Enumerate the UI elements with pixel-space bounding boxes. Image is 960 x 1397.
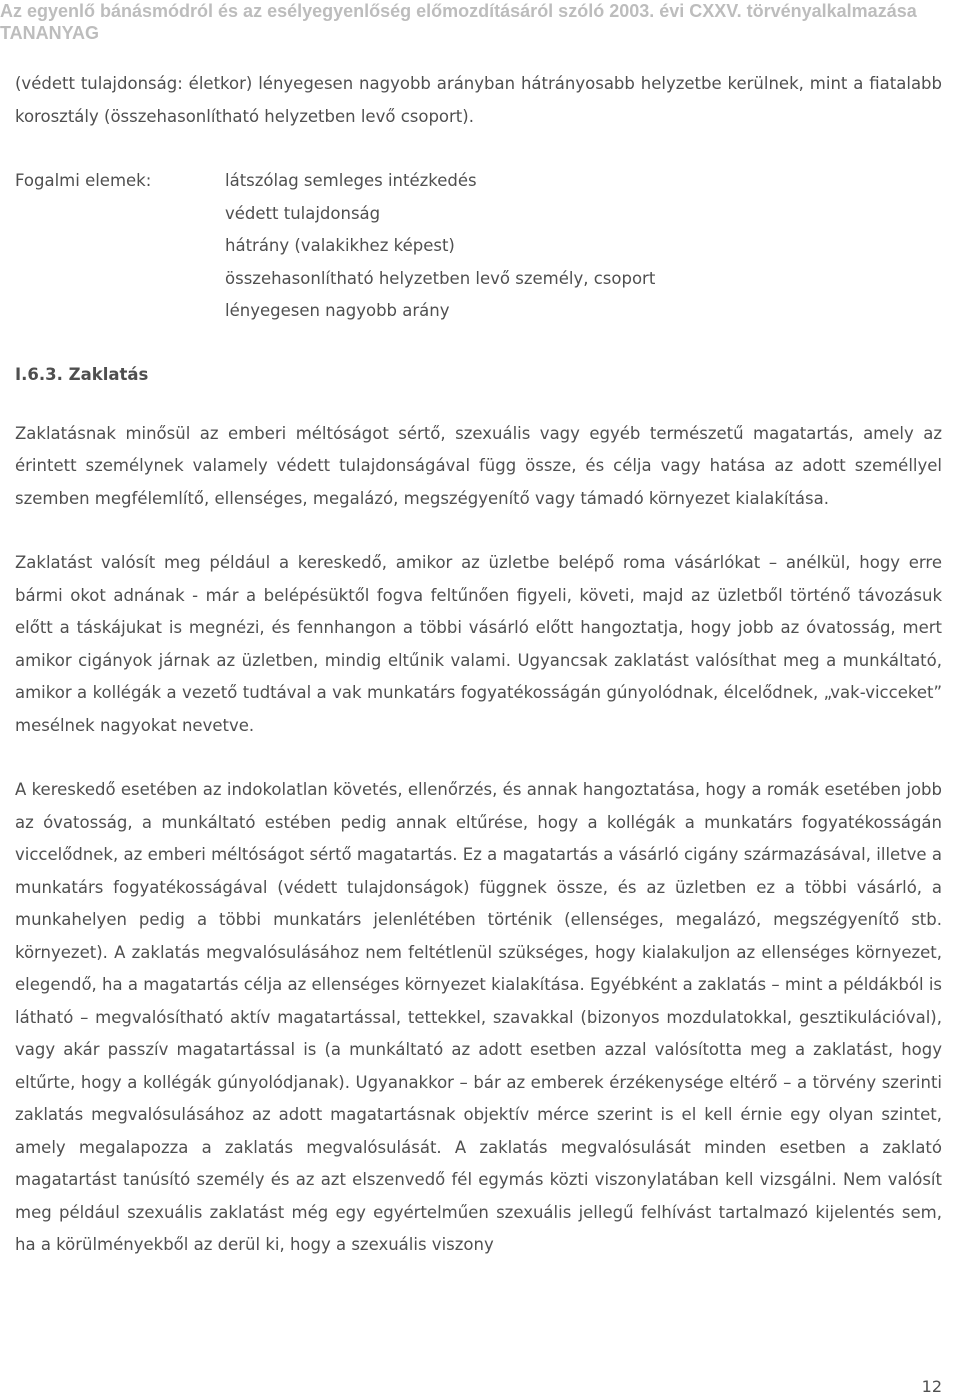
running-header: [0, 0, 960, 44]
body-paragraph: Zaklatásnak minősül az emberi méltóságot sértő, szexuális vagy egyéb természetű magatartás, amely az érintett személynek valamely védett tulajdonságával függ össze, és célja vagy hatása az adott személlyel szemben megfélemlítő, ellenséges, megalázó, megszégyenítő vagy támadó környezet kialakítása.: [15, 423, 942, 508]
section-heading: I.6.3. Zaklatás: [15, 365, 149, 384]
concept-elements-list: [225, 165, 655, 328]
body-paragraph: Zaklatást valósít meg például a kereskedő, amikor az üzletbe belépő roma vásárlókat – anélkül, hogy erre bármi okot adnának - már a belépésüktől fogva feltűnően figyeli, követi, majd az üzletből történő távozásuk előtt a táskájukat is megnézi, és fennhangon a többi vásárló előtt hangoztatja, hogy jobb az óvatosság, mert amikor cigányok járnak az üzletben, mindig eltűnik valami. Ugyancsak zaklatást valósíthat meg a munkáltató, amikor a kollégák a vezető tudtával a vak munkatárs fogyatékosságán gúnyolódnak, élcelődnek, „vak-vicceket” mesélnek nagyokat nevetve.: [15, 553, 942, 735]
page-number: 12: [921, 1377, 942, 1396]
concept-element: hátrány (valakikhez képest): [225, 236, 455, 255]
concept-elements-label: Fogalmi elemek:: [15, 171, 152, 190]
document-body: [15, 68, 942, 1262]
body-paragraph: A kereskedő esetében az indokolatlan követés, ellenőrzés, és annak hangoztatása, hogy a romák esetében jobb az óvatosság, a munkáltató estében pedig annak eltűrése, hogy a kollégák a munkatárs fogyatékosságán viccelődnek, az emberi méltóságot sértő magatartás. Ez a magatartás a vásárló cigány származásával, illetve a munkatárs fogyatékosságával (védett tulajdonságok) függnek össze, és az üzletben ez a többi vásárló, a munkahelyen pedig a többi munkatárs jelenlétében történik (ellenséges, megalázó, megszégyenítő stb. környezet). A zaklatás megvalósulásához nem feltétlenül szükséges, hogy kialakuljon az ellenséges környezet, elegendő, ha a magatartás célja az ellenséges környezet kialakítása. Egyébként a zaklatás – mint a példákból is látható – megvalósítható aktív magatartással, tettekkel, szavakkal (bizonyos mozdulatokkal, gesztikulációval), vagy akár passzív magatartással is (a munkáltató az adott esetben azzal valósította meg a zaklatást, hogy eltűrte, hogy a kollégák gúnyolódjanak). Ugyanakkor – bár az emberek érzékenysége eltérő – a törvény szerinti zaklatás megvalósulásához az adott magatartásnak objektív mérce szerint is el kell érnie egy olyan szintet, amely megalapozza a zaklatás megvalósulását. A zaklatás megvalósulását minden esetben a zaklató magatartást tanúsító személy és az azt elszenvedő fél egymás közti viszonylatában kell vizsgálni. Nem valósít meg például szexuális zaklatást még egy egyértelműen szexuális jellegű felhívást tartalmazó kijelentés sem, ha a körülményekből az derül ki, hogy a szexuális viszony: [15, 780, 942, 1254]
concept-element: védett tulajdonság: [225, 203, 381, 223]
header-title: Az egyenlő bánásmódról és az esélyegyenlőség előmozdításáról szóló 2003. évi CXXV. törvényalkalmazása: [0, 1, 917, 21]
concept-elements: [15, 165, 942, 325]
concept-element: összehasonlítható helyzetben levő személy, csoport: [225, 268, 656, 288]
concept-element: lényegesen nagyobb arány: [225, 301, 450, 320]
intro-paragraph: (védett tulajdonság: életkor) lényegesen nagyobb arányban hátrányosabb helyzetbe kerülnek, mint a fiatalabb korosztály (összehasonlítható helyzetben levő csoport).: [15, 74, 942, 126]
header-subtitle: TANANYAG: [0, 23, 100, 43]
concept-element: látszólag semleges intézkedés: [225, 171, 477, 190]
